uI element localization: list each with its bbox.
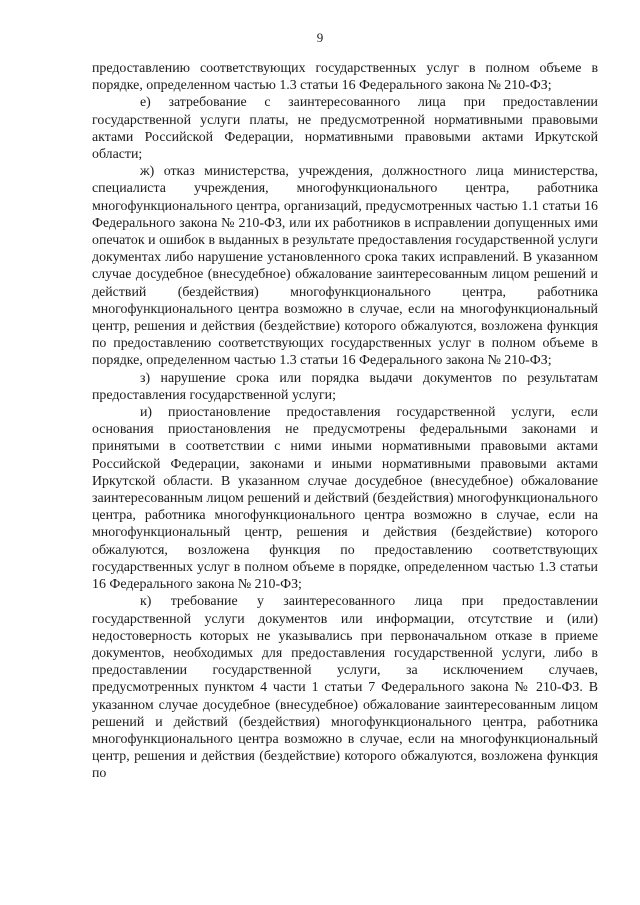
paragraph-item-k: к) требование у заинтересованного лица при предоставлении государственной услуги документов или информации, отсутствие и (или) недостоверность которых не указывались при первоначальном отказе в приеме документов, необходимых для предоставления государственной услуги, либо в предоставлении государственной услуги, за исключением случаев, предусмотренных пунктом 4 части 1 статьи 7 Федерального закона № 210-ФЗ. В указанном случае досудебное (внесудебное) обжалование заинтересованным лицом решений и действий (бездействия) многофункционального центра, работника многофункционального центра возможно в случае, если на многофункциональный центр, решения и действия (бездействие) которого обжалуются, возложена функция по: [92, 594, 598, 782]
paragraph-continuation: предоставлению соответствующих государственных услуг в полном объеме в порядке, определенном частью 1.3 статьи 16 Федерального закона № 210-ФЗ;: [92, 61, 598, 94]
paragraph-item-z: з) нарушение срока или порядка выдачи документов по результатам предоставления государственной услуги;: [92, 370, 598, 403]
body-text: [92, 60, 598, 783]
paragraph-item-zh: ж) отказ министерства, учреждения, должностного лица министерства, специалиста учреждения, многофункционального центра, работника многофункционального центра, организаций, предусмотренных частью 1.1 статьи 16 Федерального закона № 210-ФЗ, или их работников в исправлении допущенных ими опечаток и ошибок в выданных в результате предоставления государственной услуги документах либо нарушение установленного срока таких исправлений. В указанном случае досудебное (внесудебное) обжалование заинтересованным лицом решений и действий (бездействия) многофункционального центра, работника многофункционального центра возможно в случае, если на многофункциональный центр, решения и действия (бездействие) которого обжалуются, возложена функция по предоставлению соответствующих государственных услуг в полном объеме в порядке, определенном частью 1.3 статьи 16 Федерального закона № 210-ФЗ;: [92, 164, 598, 369]
page-number: 9: [316, 30, 324, 45]
paragraph-item-e: е) затребование с заинтересованного лица при предоставлении государственной услуги платы, не предусмотренной нормативными правовыми актами Российской Федерации, нормативными правовыми актами Иркутской области;: [92, 95, 598, 163]
paragraph-item-i: и) приостановление предоставления государственной услуги, если основания приостановления не предусмотрены федеральными законами и принятыми в соответствии с ними иными нормативными правовыми актами Российской Федерации, законами и иными нормативными правовыми актами Иркутской области. В указанном случае досудебное (внесудебное) обжалование заинтересованным лицом решений и действий (бездействия) многофункционального центра, работника многофункционального центра возможно в случае, если на многофункциональный центр, решения и действия (бездействие) которого обжалуются, возложена функция по предоставлению соответствующих государственных услуг в полном объеме в порядке, определенном частью 1.3 статьи 16 Федерального закона № 210-ФЗ;: [92, 405, 598, 593]
